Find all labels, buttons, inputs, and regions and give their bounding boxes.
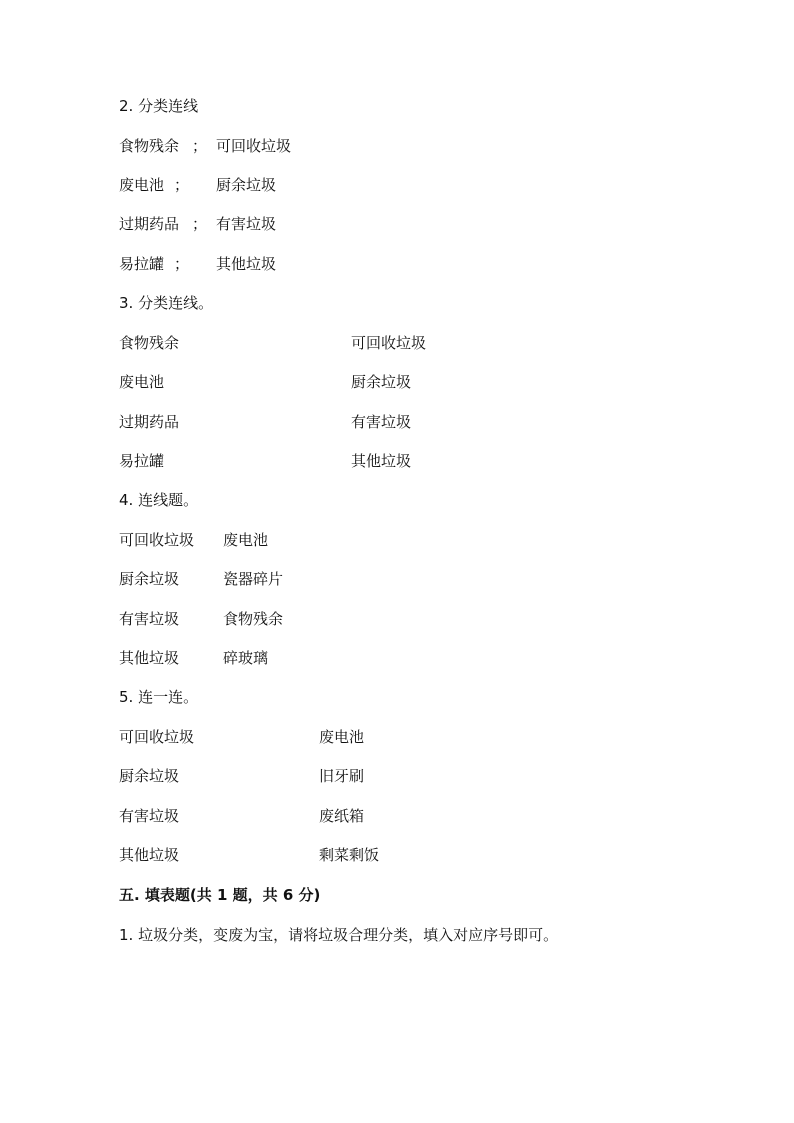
- item-left: 废电池: [119, 373, 165, 391]
- item-left: 其他垃圾: [119, 649, 180, 667]
- item-right: 碎玻璃: [223, 649, 269, 667]
- question-title-text: 5. 连一连。: [119, 688, 199, 706]
- item-left: 有害垃圾: [119, 807, 180, 825]
- item-left: 有害垃圾: [119, 610, 180, 628]
- question-title-text: 3. 分类连线。: [119, 294, 214, 312]
- item-left: 废电池: [119, 176, 165, 194]
- item-left: 其他垃圾: [119, 846, 180, 864]
- item-right: 有害垃圾: [216, 215, 277, 233]
- item-right: 有害垃圾: [351, 413, 412, 431]
- item-left: 厨余垃圾: [119, 570, 180, 588]
- item-left: 易拉罐: [119, 255, 165, 273]
- question-title-text: 4. 连线题。: [119, 491, 199, 509]
- item-right: 废电池: [223, 531, 269, 549]
- item-separator: ；: [174, 176, 190, 194]
- item-right: 可回收垃圾: [216, 137, 292, 155]
- item-right: 废电池: [319, 728, 365, 746]
- item-left: 可回收垃圾: [119, 728, 195, 746]
- item-left: 可回收垃圾: [119, 531, 195, 549]
- question-title-text: 2. 分类连线: [119, 97, 199, 115]
- item-left: 食物残余: [119, 137, 180, 155]
- item-right: 其他垃圾: [351, 452, 412, 470]
- item-right: 瓷器碎片: [223, 570, 284, 588]
- item-separator: ；: [192, 137, 208, 155]
- item-right: 旧牙刷: [319, 767, 365, 785]
- item-left: 过期药品: [119, 413, 180, 431]
- item-left: 厨余垃圾: [119, 767, 180, 785]
- item-left: 易拉罐: [119, 452, 165, 470]
- item-separator: ；: [192, 215, 208, 233]
- item-right: 废纸箱: [319, 807, 365, 825]
- item-right: 剩菜剩饭: [319, 846, 380, 864]
- question-text: 1. 垃圾分类，变废为宝，请将垃圾合理分类，填入对应序号即可。: [119, 926, 559, 944]
- item-right: 厨余垃圾: [351, 373, 412, 391]
- item-right: 食物残余: [223, 610, 284, 628]
- item-right: 厨余垃圾: [216, 176, 277, 194]
- item-right: 其他垃圾: [216, 255, 277, 273]
- item-right: 可回收垃圾: [351, 334, 427, 352]
- item-left: 食物残余: [119, 334, 180, 352]
- item-separator: ；: [174, 255, 190, 273]
- section-title-text: 五. 填表题(共 1 题，共 6 分): [119, 886, 321, 904]
- item-left: 过期药品: [119, 215, 180, 233]
